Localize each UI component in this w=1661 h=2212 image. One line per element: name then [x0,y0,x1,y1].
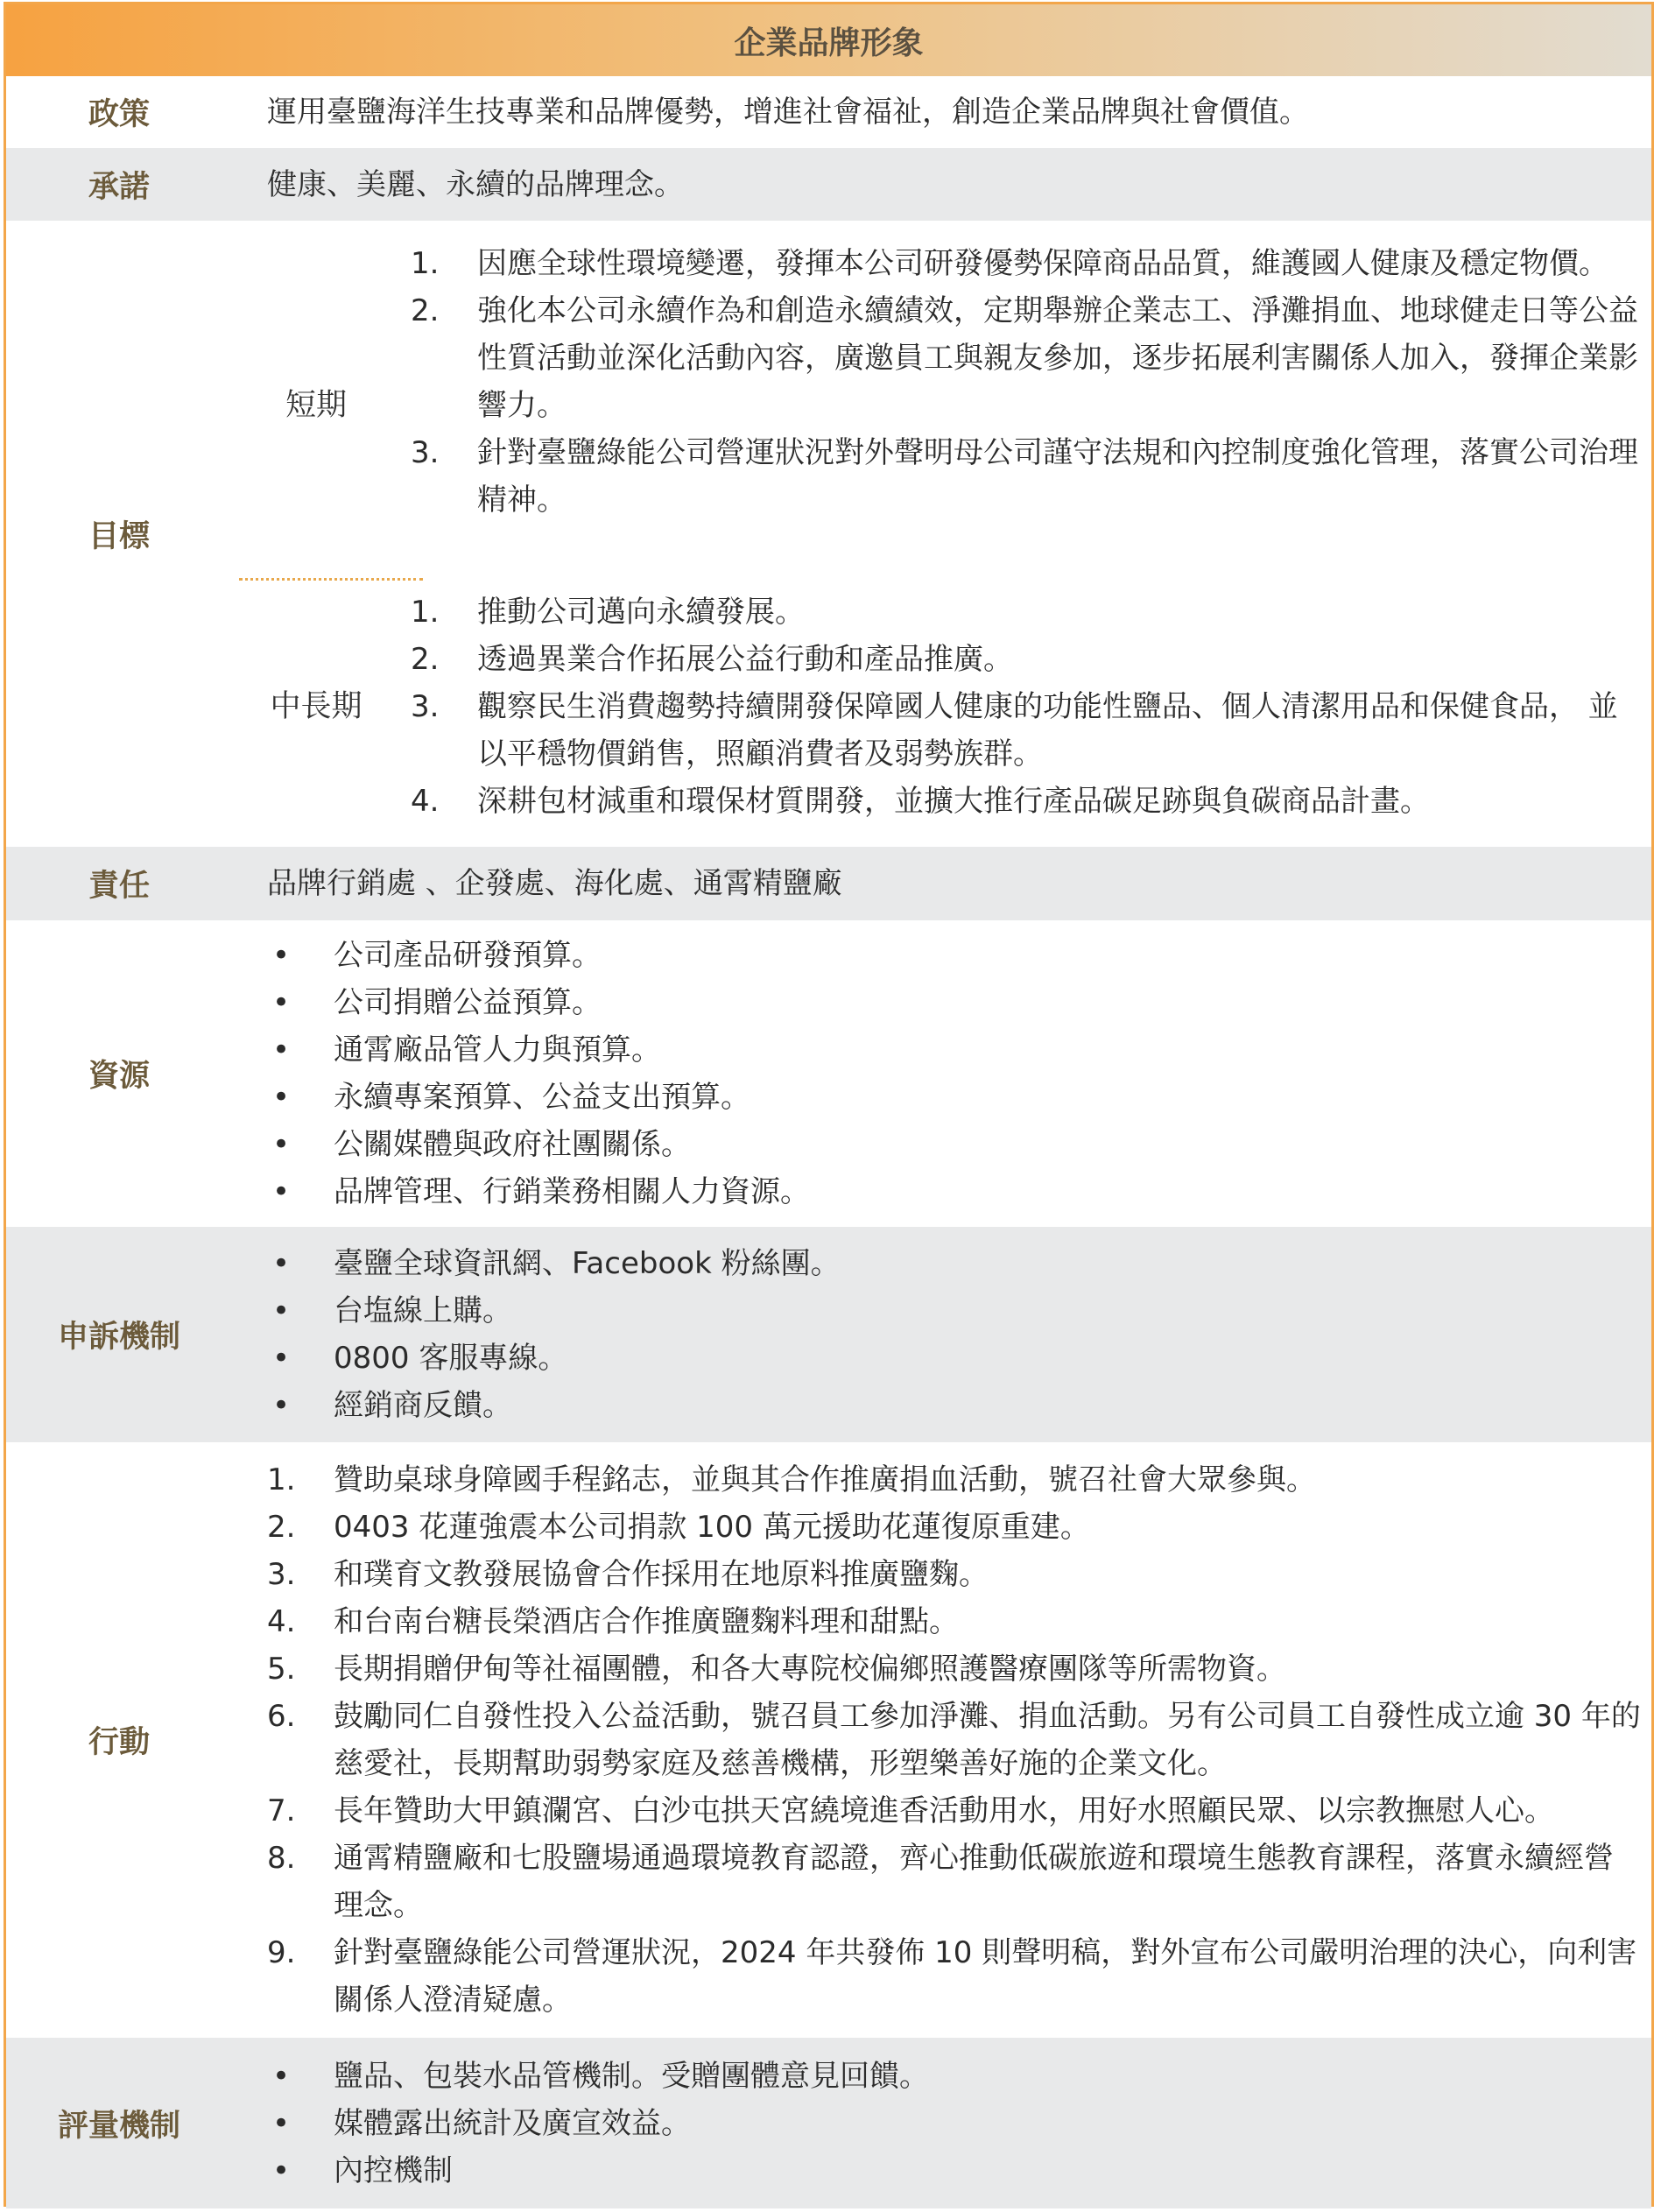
item-number: 6. [267,1699,296,1734]
item-number: 4. [411,784,440,819]
row-actions [6,1442,1651,2038]
list-item [267,1787,1641,1835]
goals-long-term [232,588,1641,825]
goals-short-term [232,240,1641,571]
row-label-responsibility: 責任 [88,869,150,904]
commitment-text: 健康、美麗、永續的品牌理念。 [267,166,684,202]
list-item [267,932,810,979]
resources-list [267,932,810,1215]
item-text: 長期捐贈伊甸等社福團體，和各大專院校偏鄉照護醫療團隊等所需物資。 [334,1652,1286,1687]
list-item [267,1382,841,1429]
item-text: 0800 客服專線。 [334,1341,568,1376]
bullet-icon: • [272,1127,291,1162]
brand-image-table [4,2,1654,2207]
bullet-icon: • [272,1341,291,1376]
responsibility-text: 品牌行銷處 、企發處、海化處、通霄精鹽廠 [267,866,842,901]
list-item [267,1504,1641,1551]
item-text: 媒體露出統計及廣宣效益。 [334,2105,691,2141]
item-number: 3. [411,435,440,470]
row-label-grievance: 申訴機制 [57,1320,180,1355]
item-text: 通霄精鹽廠和七股鹽場通過環境教育認證，齊心推動低碳旅遊和環境生態教育課程，落實永續經營理念。 [334,1841,1614,1923]
list-item [411,240,1641,287]
item-text: 強化本公司永續作為和創造永續績效，定期舉辦企業志工、淨灘捐血、地球健走日等公益性質活動並深化活動內容，廣邀員工與親友參加，逐步拓展利害關係人加入，發揮企業影響力。 [477,293,1638,423]
list-item [267,1121,810,1168]
policy-text: 運用臺鹽海洋生技專業和品牌優勢，增進社會福祉，創造企業品牌與社會價值。 [267,95,1309,130]
item-number: 1. [411,595,440,630]
item-text: 因應全球性環境變遷，發揮本公司研發優勢保障商品品質，維護國人健康及穩定物價。 [477,246,1608,281]
item-text: 台塩線上購。 [334,1293,512,1328]
list-item [267,1168,810,1215]
row-label-resources: 資源 [88,1059,150,1094]
list-item [267,979,810,1026]
bullet-icon: • [272,1388,291,1423]
item-text: 推動公司邁向永續發展。 [477,595,805,630]
item-text: 深耕包材減重和環保材質開發，並擴大推行產品碳足跡與負碳商品計畫。 [477,784,1430,819]
item-number: 1. [411,246,440,281]
item-text: 和璞育文教發展協會合作採用在地原料推廣鹽麴。 [334,1557,989,1592]
item-number: 3. [267,1557,296,1592]
list-item [267,1456,1641,1504]
row-responsibility [6,847,1651,920]
item-number: 2. [267,1510,296,1545]
list-item [267,1835,1641,1929]
row-label-actions: 行動 [88,1725,150,1760]
item-text: 臺鹽全球資訊網、Facebook 粉絲團。 [334,1246,841,1281]
item-number: 8. [267,1841,296,1876]
item-text: 觀察民生消費趨勢持續開發保障國人健康的功能性鹽品、個人清潔用品和保健食品， 並以平穩物價銷售，照顧消費者及弱勢族群。 [477,689,1618,771]
item-number: 2. [411,642,440,677]
list-item [267,1287,841,1335]
actions-list [267,1456,1641,2024]
row-label-commitment: 承諾 [88,169,150,205]
list-item [267,1551,1641,1598]
row-evaluation [6,2038,1651,2208]
item-text: 品牌管理、行銷業務相關人力資源。 [334,1174,810,1209]
item-text: 0403 花蓮強震本公司捐款 100 萬元援助花蓮復原重建。 [334,1510,1090,1545]
list-item [267,1645,1641,1693]
list-item [267,2053,929,2100]
row-label-goals: 目標 [88,518,150,554]
bullet-icon: • [272,1080,291,1115]
item-text: 透過異業合作拓展公益行動和產品推廣。 [477,642,1013,677]
row-goals [6,221,1651,847]
list-item [267,1693,1641,1787]
row-resources [6,920,1651,1227]
item-number: 1. [267,1462,296,1497]
dotted-divider [232,571,1641,588]
list-item [267,1598,1641,1645]
row-label-evaluation: 評量機制 [57,2108,180,2144]
table-title: 企業品牌形象 [6,4,1651,76]
bullet-icon: • [272,1174,291,1209]
item-text: 公關媒體與政府社團關係。 [334,1127,691,1162]
item-text: 長年贊助大甲鎮瀾宮、白沙屯拱天宮繞境進香活動用水，用好水照顧民眾、以宗教撫慰人心。 [334,1793,1554,1828]
row-policy [6,76,1651,148]
bullet-icon: • [272,1032,291,1067]
short-term-list [411,240,1641,524]
item-text: 鼓勵同仁自發性投入公益活動，號召員工參加淨灘、捐血活動。另有公司員工自發性成立逾 30 年的慈愛社，長期幫助弱勢家庭及慈善機構，形塑樂善好施的企業文化。 [334,1699,1641,1781]
grievance-list [267,1240,841,1429]
short-term-label: 短期 [285,388,347,423]
item-text: 公司捐贈公益預算。 [334,985,602,1020]
row-grievance [6,1227,1651,1442]
item-text: 內控機制 [334,2152,453,2188]
evaluation-list [267,2053,929,2194]
list-item [411,429,1641,524]
item-number: 3. [411,689,440,724]
bullet-icon: • [272,1246,291,1281]
bullet-icon: • [272,2058,291,2094]
row-commitment [6,148,1651,221]
list-item [411,588,1641,636]
list-item [267,1929,1641,2024]
row-label-policy: 政策 [88,97,150,132]
item-number: 5. [267,1652,296,1687]
item-number: 7. [267,1793,296,1828]
list-item [267,2147,929,2194]
list-item [411,287,1641,429]
bullet-icon: • [272,1293,291,1328]
long-term-label: 中長期 [270,689,362,724]
list-item [267,1074,810,1121]
list-item [267,1026,810,1074]
list-item [267,2100,929,2147]
bullet-icon: • [272,2152,291,2188]
bullet-icon: • [272,2105,291,2141]
list-item [411,778,1641,825]
item-text: 公司產品研發預算。 [334,938,602,973]
item-number: 4. [267,1604,296,1639]
item-number: 2. [411,293,440,328]
list-item [411,636,1641,683]
list-item [267,1240,841,1287]
item-text: 鹽品、包裝水品管機制。受贈團體意見回饋。 [334,2058,929,2094]
item-text: 贊助桌球身障國手程銘志，並與其合作推廣捐血活動，號召社會大眾參與。 [334,1462,1316,1497]
item-text: 經銷商反饋。 [334,1388,512,1423]
long-term-list [411,588,1641,825]
item-number: 9. [267,1935,296,1970]
list-item [411,683,1641,778]
item-text: 通霄廠品管人力與預算。 [334,1032,661,1067]
bullet-icon: • [272,938,291,973]
item-text: 永續專案預算、公益支出預算。 [334,1080,750,1115]
item-text: 和台南台糖長榮酒店合作推廣鹽麴料理和甜點。 [334,1604,959,1639]
item-text: 針對臺鹽綠能公司營運狀況，2024 年共發佈 10 則聲明稿，對外宣布公司嚴明治理的決心，向利害關係人澄清疑慮。 [334,1935,1637,2018]
list-item [267,1335,841,1382]
bullet-icon: • [272,985,291,1020]
item-text: 針對臺鹽綠能公司營運狀況對外聲明母公司謹守法規和內控制度強化管理，落實公司治理精神。 [477,435,1638,518]
